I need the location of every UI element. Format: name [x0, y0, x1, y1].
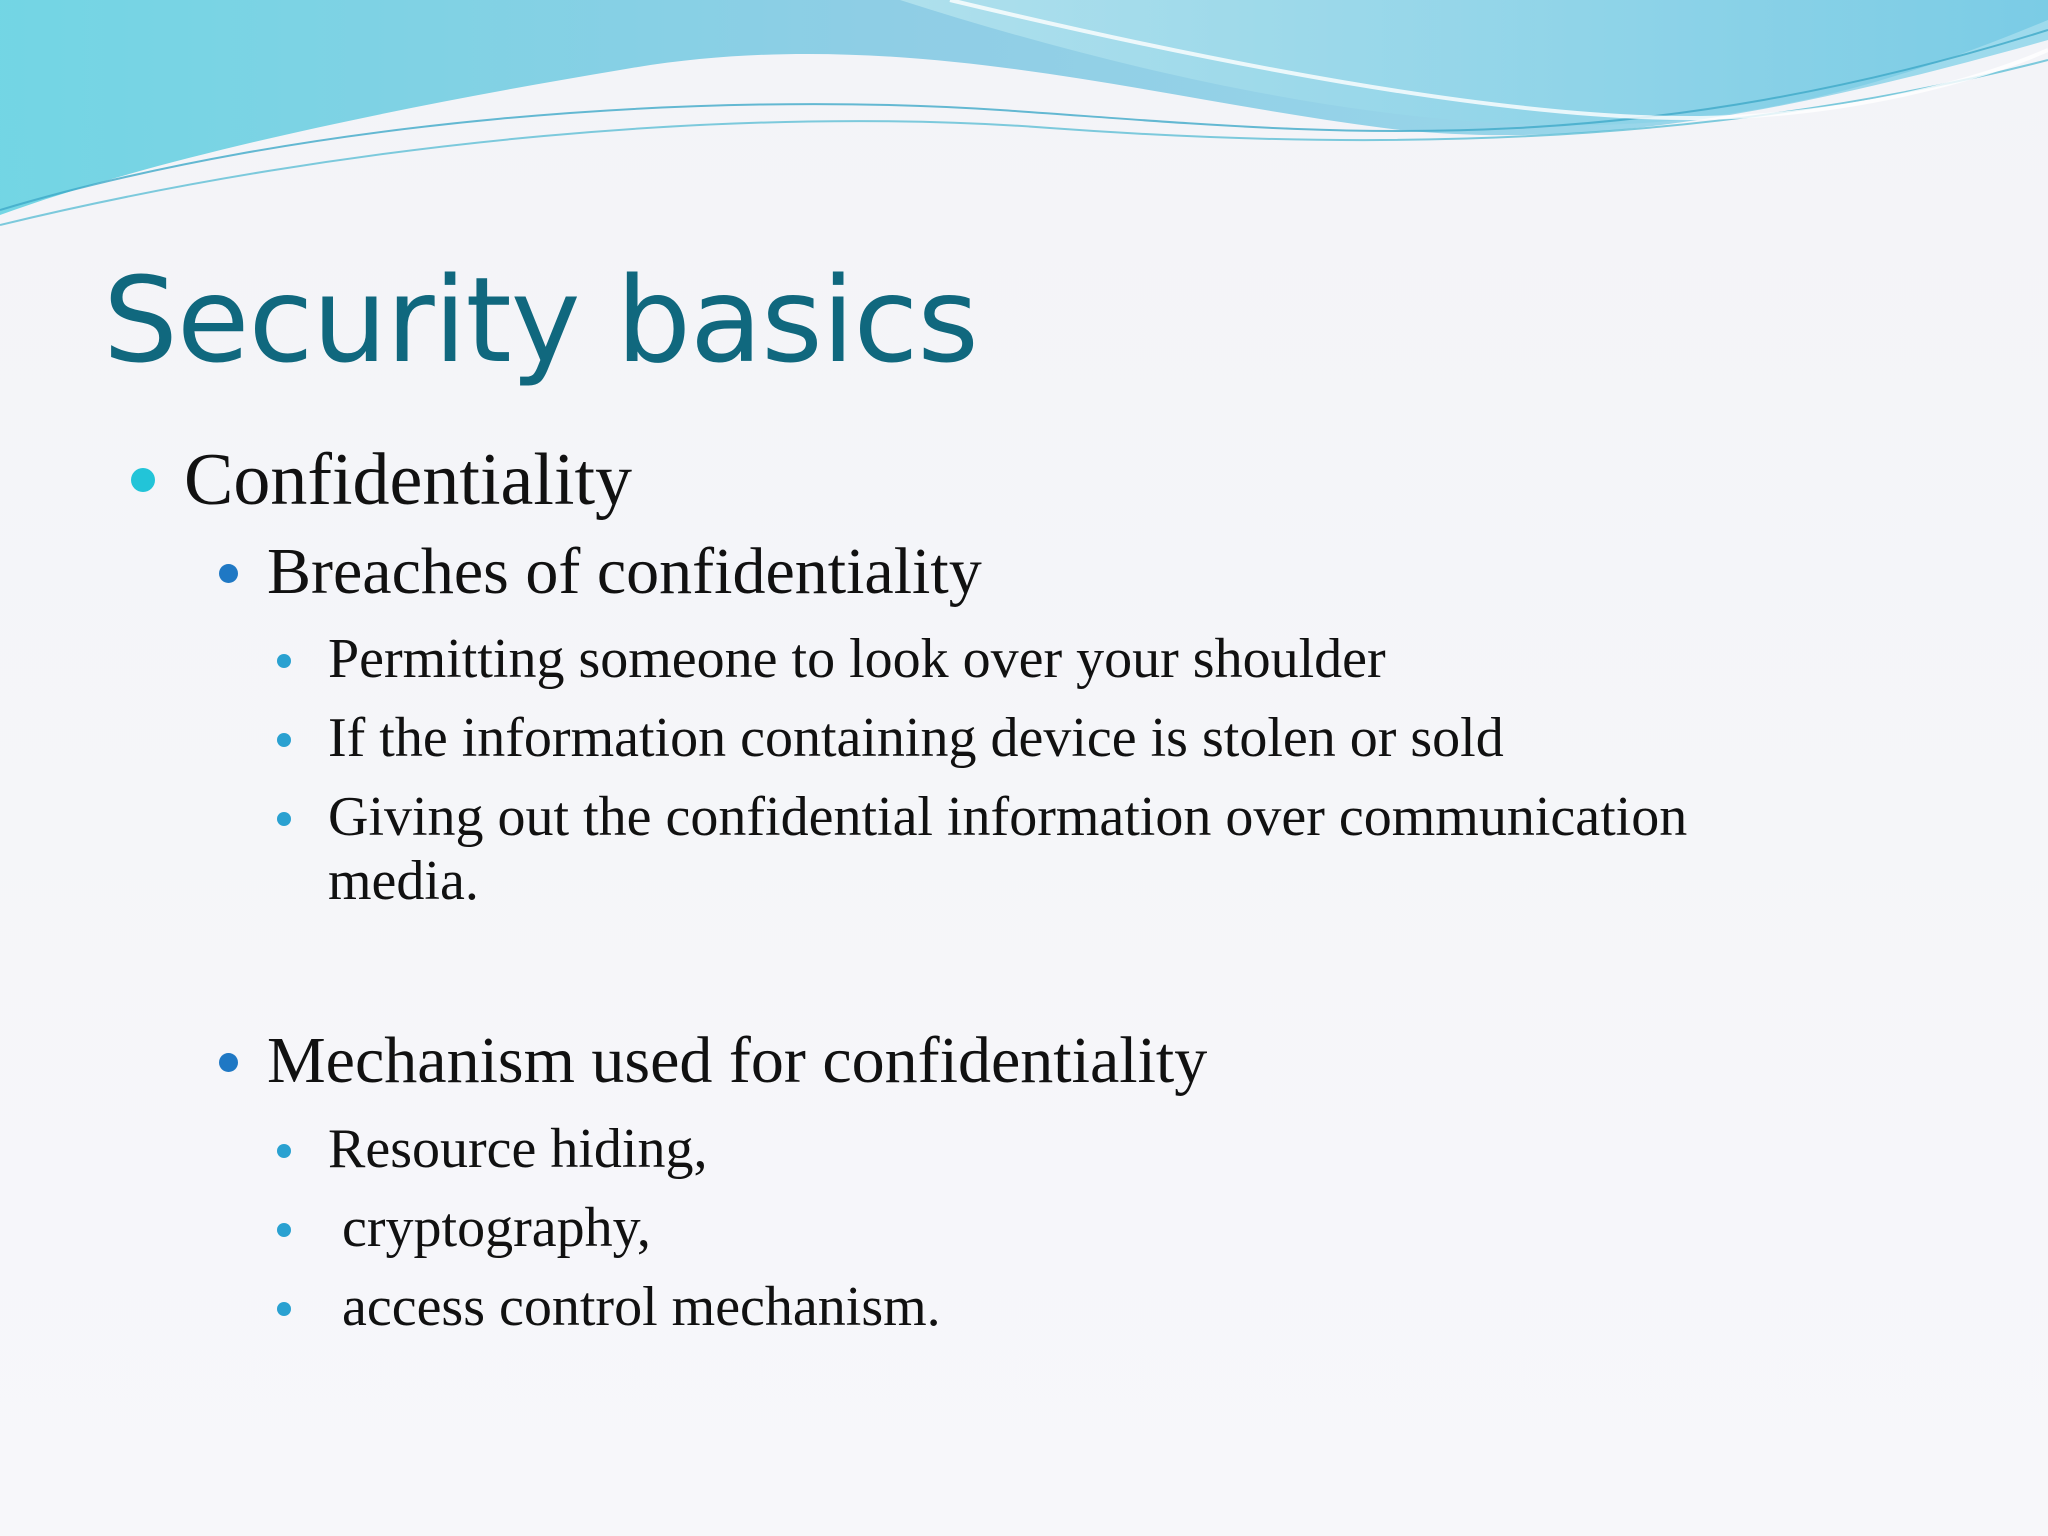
bullet-icon: [277, 1302, 291, 1316]
list-item: Resource hiding,: [328, 1118, 708, 1180]
bullet-icon: [219, 564, 238, 583]
decorative-wave-banner: [0, 0, 2048, 260]
bullet-icon: [277, 1144, 291, 1158]
list-item: Permitting someone to look over your shoulder: [328, 628, 1386, 690]
bullet-icon: [131, 468, 155, 492]
list-item: If the information containing device is stolen or sold: [328, 707, 1504, 769]
list-item: access control mechanism.: [328, 1276, 941, 1338]
bullet-icon: [277, 733, 291, 747]
list-item-continuation: media.: [328, 850, 479, 912]
bullet-icon: [277, 1223, 291, 1237]
bullet-breaches-heading: Breaches of confidentiality: [267, 535, 982, 608]
bullet-icon: [219, 1053, 238, 1072]
list-item: Giving out the confidential information over communication: [328, 786, 1688, 848]
bullet-icon: [277, 812, 291, 826]
bullet-icon: [277, 654, 291, 668]
slide-title: Security basics: [103, 251, 978, 389]
bullet-confidentiality: Confidentiality: [184, 439, 633, 521]
list-item: cryptography,: [328, 1197, 651, 1259]
bullet-mechanism-heading: Mechanism used for confidentiality: [267, 1024, 1208, 1097]
